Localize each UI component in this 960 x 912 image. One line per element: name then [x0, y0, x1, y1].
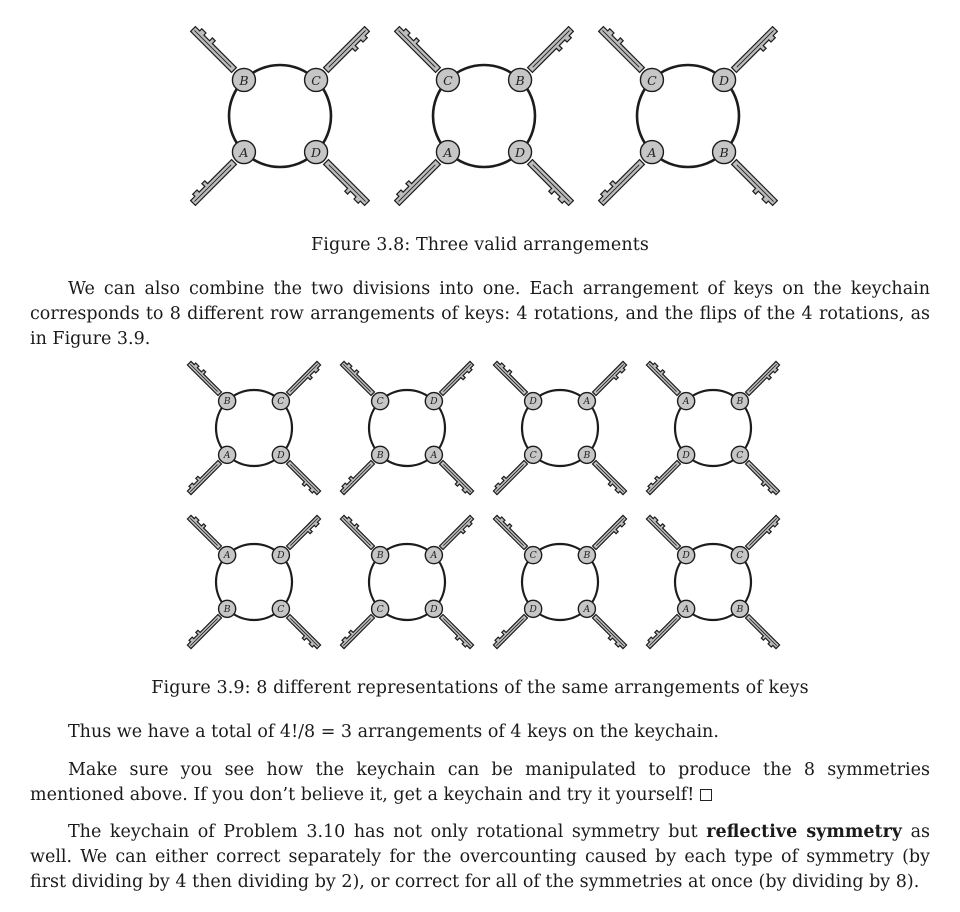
key-label-top-left: C — [376, 396, 384, 408]
key-groove — [290, 464, 317, 491]
key-groove — [749, 518, 776, 545]
key-label-bottom-right: D — [515, 145, 526, 161]
key-label-top-right: A — [583, 396, 591, 408]
key-groove — [596, 464, 623, 491]
paragraph-3-text: Make sure you see how the keychain can be manipulated to produce the 8 symmetries mentioned above. If you don’t believe it, get a keychain and try it yourself! — [30, 760, 930, 805]
key-label-bottom-right: B — [736, 603, 744, 615]
key-label-top-left: D — [529, 396, 537, 408]
key-groove — [290, 618, 317, 645]
figure-3-9-keychain-8 — [646, 515, 779, 648]
figure-3-9 — [0, 340, 960, 660]
key-label-bottom-left: D — [682, 449, 690, 461]
key-label-bottom-left: D — [529, 603, 537, 615]
key-groove — [343, 618, 370, 645]
key-label-bottom-right: D — [277, 449, 285, 461]
key-groove — [596, 618, 623, 645]
key-label-bottom-right: B — [583, 449, 591, 461]
key-label-top-right: C — [277, 396, 285, 408]
key-groove — [649, 618, 676, 645]
key-groove — [290, 364, 317, 391]
key-label-top-left: D — [682, 550, 690, 562]
key-groove — [190, 464, 217, 491]
key-groove — [649, 518, 676, 545]
figure-3-9-keychain-3 — [493, 361, 626, 494]
key-groove — [533, 165, 570, 202]
key-groove — [329, 30, 366, 67]
figure-3-8 — [0, 0, 960, 240]
key-groove — [329, 165, 366, 202]
key-label-bottom-left: A — [682, 603, 690, 615]
key-label-bottom-right: C — [736, 449, 744, 461]
figure-3-9-keychain-5 — [187, 515, 320, 648]
figure-3-9-keychain-6 — [340, 515, 473, 648]
paragraph-4-text-before: The keychain of Problem 3.10 has not only rotational symmetry but — [68, 822, 707, 842]
key-groove — [190, 364, 217, 391]
paragraph-4-bold-term: reflective symmetry — [706, 822, 902, 842]
key-groove — [190, 618, 217, 645]
key-groove — [190, 518, 217, 545]
key-label-bottom-left: C — [376, 603, 384, 615]
key-label-bottom-left: A — [443, 145, 453, 161]
key-label-bottom-left: A — [647, 145, 657, 161]
key-groove — [496, 464, 523, 491]
key-label-bottom-left: A — [239, 145, 249, 161]
paragraph-3 — [30, 758, 930, 808]
key-label-top-left: B — [376, 550, 384, 562]
key-label-top-right: D — [719, 72, 730, 88]
key-label-top-left: B — [239, 72, 249, 88]
figure-3-9-keychain-2 — [340, 361, 473, 494]
key-label-top-right: D — [277, 550, 285, 562]
key-groove — [649, 364, 676, 391]
paragraph-2: Thus we have a total of 4!/8 = 3 arrangements of 4 keys on the keychain. — [68, 722, 719, 742]
key-groove — [496, 618, 523, 645]
key-label-top-right: C — [736, 550, 744, 562]
paragraph-1: We can also combine the two divisions into one. Each arrangement of keys on the keychain corresponds to 8 different row arrangements of keys: 4 rotations, and the flips of the 4 rotations, as in Figure 3.9. — [30, 279, 930, 349]
key-groove — [749, 618, 776, 645]
key-label-bottom-right: C — [277, 603, 285, 615]
key-groove — [596, 518, 623, 545]
key-label-top-right: C — [311, 72, 321, 88]
key-groove — [443, 518, 470, 545]
paragraph-4-text-after: as well. We can either correct separately for the overcounting caused by each type of symmetry (by first dividing by 4 then dividing by 2), or correct for all of the symmetries at once (by dividing by 8). — [30, 822, 930, 892]
key-groove — [194, 165, 231, 202]
key-label-top-right: D — [430, 396, 438, 408]
key-groove — [398, 30, 435, 67]
key-groove — [343, 518, 370, 545]
figure-3-9-keychain-7 — [493, 515, 626, 648]
key-label-top-right: A — [430, 550, 438, 562]
key-groove — [194, 30, 231, 67]
key-label-top-right: B — [515, 72, 525, 88]
key-groove — [749, 464, 776, 491]
key-groove — [749, 364, 776, 391]
key-label-top-right: B — [583, 550, 591, 562]
key-label-bottom-left: B — [376, 449, 384, 461]
figure-3-9-keychain-4 — [646, 361, 779, 494]
key-label-bottom-right: A — [430, 449, 438, 461]
key-label-bottom-left: B — [223, 603, 231, 615]
key-label-top-left: C — [529, 550, 537, 562]
key-label-top-left: C — [443, 72, 453, 88]
figure-3-8-keychain-3 — [599, 27, 778, 206]
key-label-bottom-left: C — [529, 449, 537, 461]
key-groove — [533, 30, 570, 67]
key-groove — [443, 364, 470, 391]
key-groove — [443, 618, 470, 645]
key-groove — [290, 518, 317, 545]
key-groove — [398, 165, 435, 202]
key-label-top-left: A — [223, 550, 231, 562]
key-groove — [496, 518, 523, 545]
figure-3-8-keychain-2 — [395, 27, 574, 206]
qed-box-icon — [700, 789, 712, 801]
key-label-top-left: B — [223, 396, 231, 408]
key-label-top-right: B — [736, 396, 744, 408]
figure-3-9-keychain-1 — [187, 361, 320, 494]
key-groove — [596, 364, 623, 391]
figure-3-9-caption: Figure 3.9: 8 different representations of the same arrangements of keys — [151, 678, 809, 698]
key-label-bottom-right: D — [430, 603, 438, 615]
key-groove — [343, 364, 370, 391]
key-groove — [737, 30, 774, 67]
key-label-bottom-right: D — [311, 145, 322, 161]
figure-3-8-keychain-1 — [191, 27, 370, 206]
key-groove — [443, 464, 470, 491]
key-label-top-left: C — [647, 72, 657, 88]
paragraph-4 — [30, 820, 930, 895]
figure-3-8-caption: Figure 3.8: Three valid arrangements — [311, 235, 649, 255]
key-label-bottom-left: A — [223, 449, 231, 461]
key-label-bottom-right: B — [719, 145, 729, 161]
key-groove — [343, 464, 370, 491]
key-groove — [737, 165, 774, 202]
key-label-bottom-right: A — [583, 603, 591, 615]
key-groove — [602, 30, 639, 67]
key-label-top-left: A — [682, 396, 690, 408]
key-groove — [496, 364, 523, 391]
key-groove — [649, 464, 676, 491]
key-groove — [602, 165, 639, 202]
